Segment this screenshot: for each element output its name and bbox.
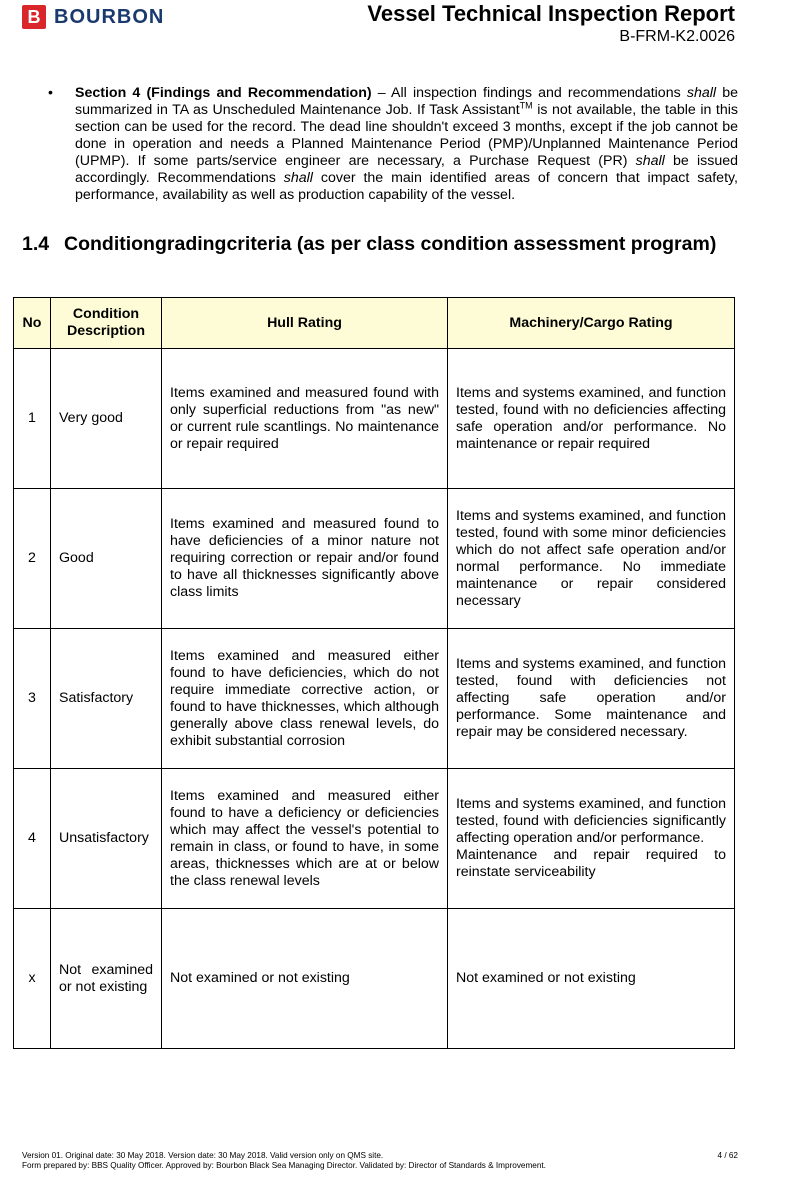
bullet-italic-1: shall (686, 85, 717, 101)
header-machinery-rating: Machinery/Cargo Rating (448, 298, 735, 349)
machinery-text: Items and systems examined, and function tested, found with deficiencies significantly affecting operation and/or performance. (456, 796, 726, 846)
row-condition: Satisfactory (51, 629, 162, 769)
header-hull-rating: Hull Rating (162, 298, 448, 349)
row-number: 2 (14, 489, 51, 629)
footer-approval-line: Form prepared by: BBS Quality Officer. Approved by: Bourbon Black Sea Managing Director. Validated by: Director of Standards & Improvement. (22, 1161, 546, 1170)
logo-mark: B (22, 5, 46, 29)
footer-version-line: Version 01. Original date: 30 May 2018. Version date: 30 May 2018. Valid version only on QMS site. (22, 1151, 384, 1160)
row-condition: Very good (51, 349, 162, 489)
bullet-text-2: be summarized in TA as Unscheduled Maintenance Job. If Task Assistant (75, 85, 738, 118)
row-hull-rating: Items examined and measured either found to have a deficiency or deficiencies which may affect the vessel's potential to remain in class, or found to have, in some areas, thicknesses which are at or below the class renewal levels (162, 769, 448, 909)
row-machinery-rating: Not examined or not existing (448, 909, 735, 1049)
bullet-marker: • (48, 85, 53, 101)
bullet-text-1: – All inspection findings and recommendations (371, 85, 687, 101)
row-machinery-rating: Items and systems examined, and function tested, found with no deficiencies affecting safe operation and/or performance. No maintenance or repair required (448, 349, 735, 489)
row-machinery-rating: Items and systems examined, and function tested, found with deficiencies not affecting safe operation and/or performance. Some maintenance and repair may be considered necessary. (448, 629, 735, 769)
condition-grading-table (13, 297, 735, 1049)
table-row (14, 489, 735, 629)
table-row (14, 349, 735, 489)
table-row (14, 629, 735, 769)
bullet-italic-3: shall (283, 170, 313, 186)
trademark: TM (519, 100, 533, 111)
bullet-text-3: is not available, the table in this section can be used for the record. The dead line shouldn't exceed 3 months, except if the job cannot be done in operation and needs a Planned Maintenance Period (PMP)/Unplanned Maintenance Period (UPMP). If some parts/service engineer are necessary, a Purchase Request (PR) (75, 102, 738, 169)
row-condition: Good (51, 489, 162, 629)
bullet-text-5: cover the main identified areas of concern that impact safety, performance, availability as well as production capability of the vessel. (75, 170, 738, 203)
row-hull-rating: Items examined and measured either found to have deficiencies, which do not require immediate corrective action, or found to have thicknesses, which although generally above class renewal levels, do exhibit substantial corrosion (162, 629, 448, 769)
bullet-italic-2: shall (635, 153, 665, 169)
page-number: 4 / 62 (717, 1151, 738, 1160)
row-condition: Not examined or not existing (51, 909, 162, 1049)
row-number: 3 (14, 629, 51, 769)
row-hull-rating: Items examined and measured found with only superficial reductions from "as new" or current rule scantlings. No maintenance or repair required (162, 349, 448, 489)
table-header-row (14, 298, 735, 349)
row-condition: Unsatisfactory (51, 769, 162, 909)
header-no: No (14, 298, 51, 349)
row-number: 1 (14, 349, 51, 489)
row-hull-rating: Not examined or not existing (162, 909, 448, 1049)
bullet-text-4: be issued accordingly. Recommendations (75, 153, 738, 186)
row-number: x (14, 909, 51, 1049)
row-hull-rating: Items examined and measured found to have deficiencies of a minor nature not requiring correction or repair and/or found to have all thicknesses significantly above class limits (162, 489, 448, 629)
table-row (14, 769, 735, 909)
header-condition-description: Condition Description (51, 298, 162, 349)
document-code: B-FRM-K2.0026 (619, 28, 735, 45)
company-logo (22, 4, 164, 30)
machinery-text-2: Maintenance and repair required to reinstate serviceability (456, 847, 726, 880)
section4-bullet (48, 85, 738, 204)
logo-text: BOURBON (54, 5, 165, 28)
section-number: 1.4 (22, 233, 50, 255)
row-machinery-rating: Items and systems examined, and function tested, found with some minor deficiencies which do not affect safe operation and/or normal performance. No immediate maintenance or repair considered necessary (448, 489, 735, 629)
section-heading (22, 232, 738, 256)
bullet-lead: Section 4 (Findings and Recommendation) (75, 85, 372, 101)
bullet-paragraph (75, 85, 738, 204)
document-title: Vessel Technical Inspection Report (367, 1, 735, 26)
page-footer (22, 1151, 738, 1171)
table-row (14, 909, 735, 1049)
section-title: Conditiongradingcriteria (as per class condition assessment program) (64, 233, 717, 255)
row-machinery-rating (448, 769, 735, 909)
row-number: 4 (14, 769, 51, 909)
